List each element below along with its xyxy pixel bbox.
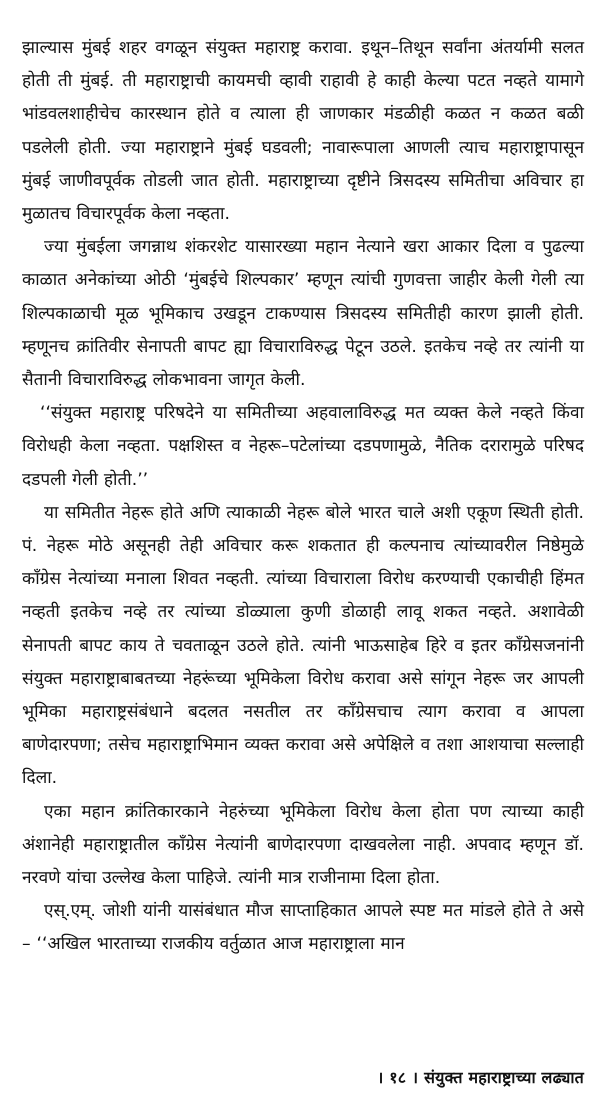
- paragraph-continuation: झाल्यास मुंबई शहर वगळून संयुक्त महाराष्ट्र करावा. इथून–तिथून सर्वांना अंतर्यामी सलत होती ती मुंबई. ती महाराष्ट्राची कायमची व्हावी राहावी हे काही केल्या पटत नव्हते यामागे भांडवलशाहीचेच कारस्थान होते व त्याला ही जाणकार मंडळीही कळत न कळत बळी पडलेली होती. ज्या महाराष्ट्राने मुंबई घडवली; नावारूपाला आणली त्याच महाराष्ट्रापासून मुंबई जाणीवपूर्वक तोडली जात होती. महाराष्ट्राच्या दृष्टीने त्रिसदस्य समितीचा अविचार हा मुळातच विचारपूर्वक केला नव्हता.: [22, 38, 584, 225]
- page-footer: । १८ । संयुक्त महाराष्ट्राच्या लढ्यात: [377, 1068, 584, 1087]
- paragraph-revolutionary: एका महान क्रांतिकारकाने नेहरुंच्या भूमिकेला विरोध केला होता पण त्याच्या काही अंशानेही महाराष्ट्रातील काँग्रेस नेत्यांनी बाणेदारपणा दाखवलेला नाही. अपवाद म्हणून डॉ. नरवणे यांचा उल्लेख केला पाहिजे. त्यांनी मात्र राजीनामा दिला होता.: [22, 801, 584, 889]
- paragraph-nehru-committee: या समितीत नेहरू होते अणि त्याकाळी नेहरू बोले भारत चाले अशी एकूण स्थिती होती. पं. नेहरू मोठे असूनही तेही अविचार करू शकतात ही कल्पनाच त्यांच्यावरील निष्ठेमुळे काँग्रेस नेत्यांच्या मनाला शिवत नव्हती. त्यांच्या विचाराला विरोध करण्याची एकाचीही हिंमत नव्हती इतकेच नव्हे तर त्यांच्या डोळ्याला कुणी डोळाही लावू शकत नव्हते. अशावेळी सेनापती बापट काय ते चवताळून उठले होते. त्यांनी भाऊसाहेब हिरे व इतर काँग्रेसजनांनी संयुक्त महाराष्ट्राबाबतच्या नेहरूंच्या भूमिकेला विरोध करावा असे सांगून नेहरू जर आपली भूमिका महाराष्ट्रसंबंधाने बदलत नसतील तर काँग्रेसचाच त्याग करावा व आपला बाणेदारपणा; तसेच महाराष्ट्राभिमान व्यक्त करावा असे अपेक्षिले व तशा आशयाचा सल्लाही दिला.: [22, 502, 584, 789]
- paragraph-quote-parishad: ‘‘संयुक्त महाराष्ट्र परिषदेने या समितीच्या अहवालाविरुद्ध मत व्यक्त केले नव्हते किंवा विरोधही केला नव्हता. पक्षशिस्त व नेहरू–पटेलांच्या दडपणामुळे, नैतिक दरारामुळे परिषद दडपली गेली होती.’’: [22, 403, 584, 490]
- paragraph-sm-joshi: एस्.एम्. जोशी यांनी यासंबंधात मौज साप्ताहिकात आपले स्पष्ट मत मांडले होते ते असे – ‘‘अखिल भारताच्या राजकीय वर्तुळात आज महाराष्ट्राला मान: [22, 901, 584, 955]
- page-body: [22, 32, 584, 962]
- paragraph-shankarshet: ज्या मुंबईला जगन्नाथ शंकरशेट यासारख्या महान नेत्याने खरा आकार दिला व पुढल्या काळात अनेकांच्या ओठी ‘मुंबईचे शिल्पकार’ म्हणून त्यांची गुणवत्ता जाहीर केली गेली त्या शिल्पकाळाची मूळ भूमिकाच उखडून टाकण्यास त्रिसदस्य समितीही कारण झाली होती. म्हणूनच क्रांतिवीर सेनापती बापट ह्या विचाराविरुद्ध पेटून उठले. इतकेच नव्हे तर त्यांनी या सैतानी विचाराविरुद्ध लोकभावना जागृत केली.: [22, 237, 584, 391]
